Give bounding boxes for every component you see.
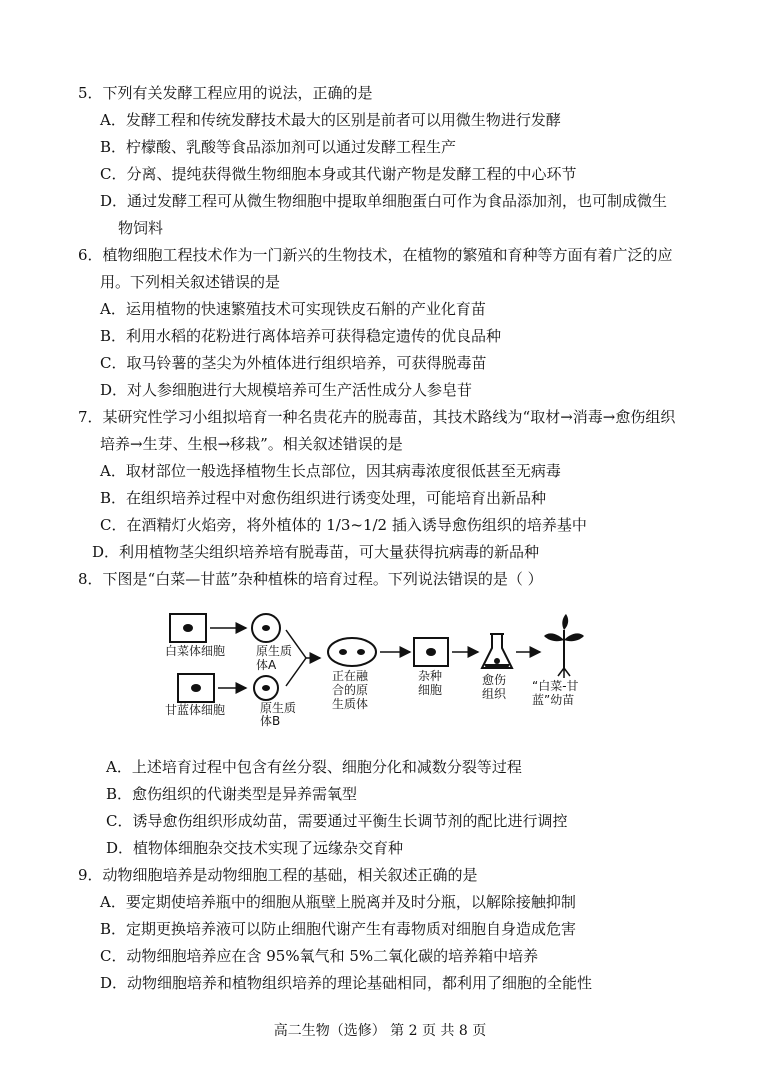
question-8-option-d: D．植物体细胞杂交技术实现了远缘杂交育种 bbox=[106, 839, 404, 857]
question-9-option-b: B．定期更换培养液可以防止细胞代谢产生有毒物质对细胞自身造成危害 bbox=[100, 920, 577, 938]
question-7-option-b: B．在组织培养过程中对愈伤组织进行诱变处理，可能培育出新品种 bbox=[100, 489, 547, 507]
question-6-option-c: C．取马铃薯的茎尖为外植体进行组织培养，可获得脱毒苗 bbox=[100, 354, 487, 372]
question-6 bbox=[78, 242, 698, 404]
question-5-option-d: D．通过发酵工程可从微生物细胞中提取单细胞蛋白可作为食品添加剂，也可制成微生 bbox=[100, 192, 668, 210]
question-6-stem: 6．植物细胞工程技术作为一门新兴的生物技术，在植物的繁殖和育种等方面有着广泛的应 bbox=[78, 246, 673, 264]
protoplast-a-label-2: 体A bbox=[256, 658, 277, 672]
question-6-option-a: A．运用植物的快速繁殖技术可实现铁皮石斛的产业化育苗 bbox=[100, 300, 486, 318]
question-7-option-a: A．取材部位一般选择植物生长点部位，因其病毒浓度很低甚至无病毒 bbox=[100, 462, 561, 480]
fusing-label-3: 生质体 bbox=[332, 697, 369, 711]
question-7-stem-continued: 培养→生芽、生根→移栽”。相关叙述错误的是 bbox=[100, 435, 403, 453]
question-5-stem: 5．下列有关发酵工程应用的说法，正确的是 bbox=[78, 84, 373, 102]
question-8-option-c: C．诱导愈伤组织形成幼苗，需要通过平衡生长调节剂的配比进行调控 bbox=[106, 812, 568, 830]
question-5-option-a: A．发酵工程和传统发酵技术最大的区别是前者可以用微生物进行发酵 bbox=[100, 111, 561, 129]
protoplast-a-label-1: 原生质 bbox=[256, 644, 293, 658]
protoplast-b-icon bbox=[254, 676, 278, 700]
hybrid-plant-diagram bbox=[160, 606, 610, 728]
question-8-options bbox=[78, 754, 698, 862]
question-9-option-a: A．要定期使培养瓶中的细胞从瓶壁上脱离并及时分瓶，以解除接触抑制 bbox=[100, 893, 576, 911]
seedling-label-2: 蓝”幼苗 bbox=[532, 693, 575, 707]
hybrid-cell-label-1: 杂种 bbox=[418, 669, 443, 683]
flask-callus-icon bbox=[482, 634, 512, 668]
question-9-stem: 9．动物细胞培养是动物细胞工程的基础，相关叙述正确的是 bbox=[78, 866, 478, 884]
question-5-option-b: B．柠檬酸、乳酸等食品添加剂可以通过发酵工程生产 bbox=[100, 138, 457, 156]
question-8-stem-block bbox=[78, 566, 698, 593]
question-7-option-c: C．在酒精灯火焰旁，将外植体的 1/3~1/2 插入诱导愈伤组织的培养基中 bbox=[100, 516, 587, 534]
question-5-option-d-continued: 物饲料 bbox=[118, 219, 164, 237]
seedling-icon bbox=[544, 614, 584, 678]
question-5 bbox=[78, 80, 698, 242]
question-7 bbox=[78, 404, 698, 566]
question-6-stem-continued: 用。下列相关叙述错误的是 bbox=[100, 273, 281, 291]
question-6-option-d: D．对人参细胞进行大规模培养可生产活性成分人参皂苷 bbox=[100, 381, 473, 399]
question-9 bbox=[78, 862, 698, 997]
fusing-label-2: 合的原 bbox=[332, 683, 369, 697]
protoplast-a-icon bbox=[252, 614, 280, 642]
kale-cell-icon bbox=[178, 674, 214, 702]
seedling-label-1: “白菜-甘 bbox=[532, 679, 579, 693]
question-5-option-c: C．分离、提纯获得微生物细胞本身或其代谢产物是发酵工程的中心环节 bbox=[100, 165, 577, 183]
callus-label-2: 组织 bbox=[482, 687, 507, 701]
callus-label-1: 愈伤 bbox=[482, 673, 507, 687]
cabbage-cell-icon bbox=[170, 614, 206, 642]
page-footer: 高二生物（选修） 第 2 页 共 8 页 bbox=[273, 1023, 487, 1039]
question-9-option-d: D．动物细胞培养和植物组织培养的理论基础相同，都利用了细胞的全能性 bbox=[100, 974, 593, 992]
question-6-option-b: B．利用水稻的花粉进行离体培养可获得稳定遗传的优良品种 bbox=[100, 327, 502, 345]
protoplast-b-label-1: 原生质 bbox=[260, 701, 297, 715]
kale-cell-label: 甘蓝体细胞 bbox=[165, 703, 226, 717]
hybrid-cell-label-2: 细胞 bbox=[418, 683, 443, 697]
cabbage-cell-label: 白菜体细胞 bbox=[165, 644, 226, 658]
protoplast-b-label-2: 体B bbox=[260, 714, 281, 728]
fusing-label-1: 正在融 bbox=[332, 669, 369, 683]
question-7-option-d: D．利用植物茎尖组织培养培有脱毒苗，可大量获得抗病毒的新品种 bbox=[92, 543, 540, 561]
question-7-stem: 7．某研究性学习小组拟培育一种名贵花卉的脱毒苗，其技术路线为“取材→消毒→愈伤组织 bbox=[78, 408, 676, 426]
question-9-option-c: C．动物细胞培养应在含 95%氧气和 5%二氧化碳的培养箱中培养 bbox=[100, 947, 539, 965]
question-8-option-a: A．上述培育过程中包含有丝分裂、细胞分化和减数分裂等过程 bbox=[106, 758, 522, 776]
question-8-option-b: B．愈伤组织的代谢类型是异养需氧型 bbox=[106, 785, 358, 803]
question-8-stem: 8．下图是“白菜—甘蓝”杂种植株的培育过程。下列说法错误的是（ ） bbox=[78, 570, 543, 588]
merge-bracket-icon bbox=[286, 630, 306, 686]
fusing-protoplasts-icon bbox=[328, 638, 376, 666]
hybrid-cell-icon bbox=[414, 638, 448, 666]
